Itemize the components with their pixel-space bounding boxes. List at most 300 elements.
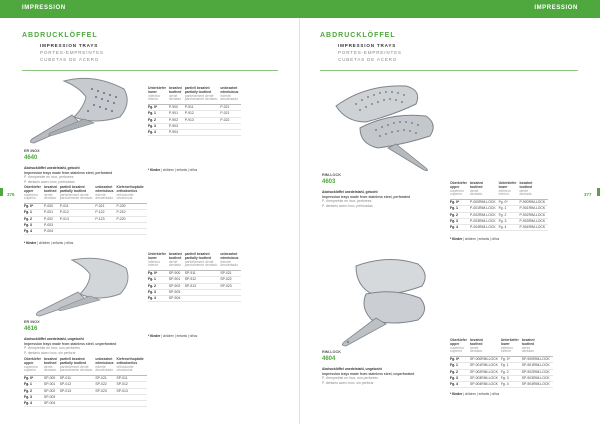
col-header-line: lower <box>498 184 508 189</box>
col-header-line: supérieur <box>450 188 465 193</box>
col-header <box>470 182 499 200</box>
table-cell: Fg. 0* <box>450 200 470 206</box>
rimlock-unperforated-table <box>450 339 553 388</box>
table-cell: P-021 <box>95 204 116 210</box>
table-cell: Fg. 4 <box>450 382 470 388</box>
col-header-line: toothed <box>469 184 483 189</box>
col-header <box>95 358 116 376</box>
table-cell: P-900 <box>169 105 185 111</box>
table-row <box>450 382 553 388</box>
col-header-line: denté <box>469 345 479 350</box>
table-cell: P-003RIM-LOCK <box>470 218 499 224</box>
table-cell: Fg. 2 <box>24 388 44 394</box>
col-header-line: Oberkiefer <box>450 181 467 185</box>
children-note: * Kinder | children | enfants | niños <box>24 241 74 245</box>
col-header-line: toothed <box>168 89 182 94</box>
col-header <box>169 253 185 271</box>
upper-trays-table <box>24 358 147 407</box>
table-cell: P-901 <box>169 111 185 117</box>
table-cell: Fg. 0* <box>148 105 169 111</box>
unperforated-tray-image <box>28 254 138 320</box>
col-header-line: parcialmente dentado <box>59 196 93 201</box>
col-header-line: toothed <box>521 341 535 346</box>
col-header-line: toothed <box>43 360 57 365</box>
title-rule <box>22 70 278 71</box>
col-header-line: partiellement denté <box>59 364 89 369</box>
col-header-line: denté <box>521 345 531 350</box>
col-header-line: Unterkiefer <box>498 181 517 185</box>
table-cell: Fg. 0* <box>148 271 169 277</box>
desc-es: P. dentario acero inox, sin perforar <box>322 380 374 385</box>
section-subtitles <box>40 42 104 63</box>
col-header-line: unbezahnt <box>95 357 113 361</box>
table-cell: SP-911 <box>185 271 221 277</box>
table-cell: P-901RIM-LOCK <box>520 206 549 212</box>
col-header <box>24 186 44 204</box>
col-header-line: partially toothed <box>59 360 87 365</box>
table-cell: P-912 <box>185 111 221 117</box>
col-header <box>499 182 520 200</box>
subtitle-en: IMPRESSION TRAYS <box>338 43 397 48</box>
table-cell: SP-900RIM-LOCK <box>522 357 553 363</box>
table-cell: P-911 <box>185 105 221 111</box>
table-cell: Fg. 2 <box>148 117 169 123</box>
table-cell: P-021 <box>220 105 241 111</box>
col-header-line: édenté <box>220 93 231 98</box>
col-header-line: parcialmente dentado <box>59 368 93 373</box>
col-header-line: unbezahnt <box>95 185 113 189</box>
table-cell: Fg. 2 <box>450 212 470 218</box>
rimlock-perforated-table <box>450 182 548 231</box>
col-header-line: bezahnt <box>469 181 483 185</box>
table-cell: P-913 <box>185 117 221 123</box>
col-header-line: denté <box>168 259 178 264</box>
col-header-line: Unterkiefer <box>148 86 166 90</box>
col-header <box>450 339 470 357</box>
table-cell: Fg. 0* <box>501 357 522 363</box>
col-header-line: Unterkiefer <box>500 338 519 342</box>
table-cell: SP-000 <box>44 376 60 382</box>
table-cell: SP-001 <box>44 382 60 388</box>
col-header-line: toothed <box>519 184 532 189</box>
table-cell: P-000RIM-LOCK <box>470 200 499 206</box>
product-description <box>322 190 410 208</box>
table-cell: SP-021 <box>95 376 116 382</box>
table-cell: Fg. 2 <box>501 369 522 375</box>
col-header-line: dentado <box>168 263 182 268</box>
col-header-line: denté <box>43 364 53 369</box>
children-note: * Kinder | children | enfants | niños <box>148 334 198 338</box>
table-cell: P-004RIM-LOCK <box>470 225 499 231</box>
col-header-line: inférieur <box>498 188 511 193</box>
section-subtitles <box>338 42 402 63</box>
col-header <box>95 186 116 204</box>
col-header-line: dentado <box>168 97 182 102</box>
table-cell: SP-002RIM-LOCK <box>470 369 501 375</box>
table-cell: P-902 <box>169 117 185 123</box>
table-row <box>450 225 548 231</box>
table-row <box>148 296 241 302</box>
col-header-line: toothed <box>469 341 483 346</box>
col-header-line: upper <box>450 341 460 346</box>
page-tab <box>0 188 3 196</box>
table-cell: SP-004RIM-LOCK <box>470 382 501 388</box>
col-header-line: bezahnt <box>43 185 57 189</box>
product-code: 4603 <box>322 179 336 185</box>
col-header-line: denté <box>43 192 53 197</box>
table-cell: SP-012 <box>60 382 96 388</box>
table-cell: Fg. 3 <box>24 394 44 400</box>
col-header-line: inferior <box>148 97 159 102</box>
col-header-line: inferior <box>500 349 512 354</box>
table-cell: SP-011 <box>117 376 147 382</box>
col-header-line: lower <box>148 89 157 94</box>
col-header-line: bezahnt <box>43 357 57 361</box>
col-header-line: inférieur <box>148 259 161 264</box>
upper-trays-table <box>24 186 147 235</box>
children-note: * Kinder | children | enfants | niños <box>450 392 500 396</box>
table-cell: P-022 <box>220 117 241 123</box>
col-header-line: orthodontie <box>116 364 134 369</box>
col-header-line: superior <box>24 368 37 373</box>
table-cell: SP-002 <box>44 388 60 394</box>
table-cell: Fg. 1 <box>148 277 169 283</box>
table-cell: Fg. 1 <box>24 382 44 388</box>
table-cell: SP-903RIM-LOCK <box>522 375 553 381</box>
desc-en: Impression trays made from stainless steel, unperforated <box>24 341 117 346</box>
section-title: ABDRUCKLÖFFEL <box>320 32 396 39</box>
col-header <box>60 186 96 204</box>
table-cell: P-220 <box>117 216 147 222</box>
table-cell: SP-001RIM-LOCK <box>470 363 501 369</box>
table-cell: SP-903 <box>169 289 185 295</box>
desc-en: Impression trays made from stainless steel, perforated <box>322 194 411 199</box>
table-cell: Fg. 0* <box>24 204 44 210</box>
table-cell: P-002RIM-LOCK <box>470 212 499 218</box>
table-cell <box>220 296 241 302</box>
product-ref: ER INOX <box>24 149 40 153</box>
table-cell: P-003 <box>44 222 60 228</box>
col-header <box>117 186 147 204</box>
col-header-line: lower <box>500 341 510 346</box>
table-cell: Fg. 1 <box>501 363 522 369</box>
desc-en: Impression trays made from stainless steel, unperforated <box>322 371 415 376</box>
col-header-line: toothed <box>168 255 182 260</box>
product-ref: RIM-LOCK <box>322 173 341 177</box>
col-header-line: dentado <box>43 196 57 201</box>
table-cell: Fg. 2 <box>148 283 169 289</box>
table-cell: P-210 <box>117 210 147 216</box>
col-header-line: bezahnt <box>168 86 182 90</box>
col-header-line: denté <box>469 188 479 193</box>
table-cell <box>185 130 221 136</box>
subtitle-es: CUBETAS DE ACERO <box>40 57 100 62</box>
col-header-line: toothed <box>43 188 57 193</box>
table-cell: P-903 <box>169 123 185 129</box>
table-cell: Fg. 2 <box>24 216 44 222</box>
table-cell: SP-013 <box>60 388 96 394</box>
col-header-line: desdentado <box>95 196 114 201</box>
table-cell: P-021 <box>220 111 241 117</box>
col-header-line: dentado <box>469 192 483 197</box>
table-cell <box>117 229 147 235</box>
table-cell: SP-011 <box>60 376 96 382</box>
table-cell: P-903RIM-LOCK <box>520 218 549 224</box>
table-cell: SP-912 <box>185 277 221 283</box>
col-header-line: parcialmente dentado <box>184 263 218 268</box>
col-header <box>220 87 241 105</box>
col-header <box>117 358 147 376</box>
table-cell: Fg. 3 <box>148 123 169 129</box>
col-header-line: edentulous <box>95 188 114 193</box>
table-cell: P-123 <box>95 216 116 222</box>
subtitle-en: IMPRESSION TRAYS <box>40 43 99 48</box>
lower-trays-table <box>148 253 241 302</box>
col-header <box>60 358 96 376</box>
col-header-line: Oberkiefer <box>24 357 41 361</box>
table-cell: SP-023 <box>95 388 116 394</box>
table-cell: Fg. 0* <box>450 357 470 363</box>
col-header-line: inferior <box>498 192 509 197</box>
col-header-line: dentado <box>519 192 532 197</box>
table-row <box>148 130 241 136</box>
table-cell: SP-012 <box>117 382 147 388</box>
table-cell: Fg. 3 <box>501 375 522 381</box>
table-cell <box>185 296 221 302</box>
col-header-line: édenté <box>95 364 106 369</box>
col-header-line: partially toothed <box>184 89 212 94</box>
table-cell: P-012 <box>60 210 96 216</box>
subtitle-fr: PORTES-EMPREINTES <box>338 50 402 55</box>
col-header-line: partiellement denté <box>59 192 89 197</box>
table-cell: Fg. 1 <box>24 210 44 216</box>
col-header-line: ortodoncia <box>116 196 133 201</box>
col-header-line: edentulous <box>95 360 114 365</box>
table-cell: Fg. 4 <box>450 225 470 231</box>
col-header <box>185 253 221 271</box>
product-description <box>24 166 112 184</box>
table-cell: SP-013 <box>117 388 147 394</box>
table-row <box>24 401 147 407</box>
table-cell: P-902RIM-LOCK <box>520 212 549 218</box>
table-cell: Fg. 4 <box>148 130 169 136</box>
product-ref: RIM-LOCK <box>322 350 341 354</box>
table-cell: Fg. 3 <box>24 222 44 228</box>
children-note: * Kinder | children | enfants | niños <box>450 237 500 241</box>
title-rule <box>320 70 578 71</box>
table-cell: SP-022 <box>95 382 116 388</box>
rimlock-perforated-tray-image <box>326 78 446 172</box>
table-cell: SP-902 <box>169 283 185 289</box>
col-header-line: superior <box>450 349 463 354</box>
col-header-line: unbezahnt <box>220 252 238 256</box>
desc-de: Abdrucklöffel unedelstahl, ungelocht <box>322 367 382 371</box>
table-cell: P-013 <box>60 216 96 222</box>
col-header <box>148 87 169 105</box>
table-cell: Fg. 4 <box>501 382 522 388</box>
col-header <box>24 358 44 376</box>
table-cell: SP-022 <box>220 277 241 283</box>
table-cell: SP-913 <box>185 283 221 289</box>
table-cell: SP-901RIM-LOCK <box>522 363 553 369</box>
product-code: 4616 <box>24 326 38 332</box>
col-header-line: superior <box>450 192 463 197</box>
product-description <box>322 367 414 385</box>
table-cell <box>60 229 96 235</box>
perforated-tray-image <box>24 73 142 147</box>
table-cell: SP-004 <box>44 401 60 407</box>
col-header-line: partiellement denté <box>184 93 214 98</box>
subtitle-es: CUBETAS DE ACERO <box>338 57 398 62</box>
col-header-line: superior <box>24 196 37 201</box>
col-header-line: supérieur <box>450 345 465 350</box>
rimlock-unperforated-tray-image <box>326 254 446 350</box>
desc-es: P. dentario acero inox, perforadas <box>322 203 373 208</box>
table-cell: P-011 <box>60 204 96 210</box>
desc-de: Abdrucklöffel unedelstahl, ungelocht <box>24 337 84 341</box>
col-header-line: edentulous <box>220 89 239 94</box>
table-cell: P-904RIM-LOCK <box>520 225 549 231</box>
col-header-line: unbezahnt <box>220 86 238 90</box>
col-header-line: edentulous <box>220 255 239 260</box>
table-cell: Fg. 4 <box>24 229 44 235</box>
col-header-line: dentado <box>43 368 57 373</box>
table-cell <box>95 229 116 235</box>
desc-de: Abdrucklöffel unedelstahl, gelocht <box>322 190 378 194</box>
col-header <box>450 182 470 200</box>
table-cell: P-200 <box>117 204 147 210</box>
table-cell: P-002 <box>44 216 60 222</box>
col-header-line: Kieferorthopädie <box>116 185 144 189</box>
col-header-line: lower <box>148 255 157 260</box>
desc-fr: P. d'empreinte en inox, perforées <box>24 175 74 180</box>
col-header <box>470 339 501 357</box>
table-cell: SP-023 <box>220 283 241 289</box>
col-header-line: supérieur <box>24 192 39 197</box>
table-cell: P-001 <box>44 210 60 216</box>
table-cell: Fg. 1 <box>148 111 169 117</box>
desc-en: Impression trays made from stainless steel, perforated <box>24 170 113 175</box>
col-header-line: denté <box>519 188 529 193</box>
col-header-line: bezahnt <box>519 181 533 185</box>
col-header-line: upper <box>450 184 460 189</box>
table-row <box>24 229 147 235</box>
col-header-line: desdentado <box>220 97 239 102</box>
table-cell: Fg. 2 <box>499 212 520 218</box>
table-cell: Fg. 4 <box>148 296 169 302</box>
col-header-line: upper <box>24 188 34 193</box>
col-header-line: dentado <box>521 349 535 354</box>
col-header-line: bezahnt <box>168 252 182 256</box>
col-header-line: supérieur <box>24 364 39 369</box>
col-header-line: bezahnt <box>469 338 483 342</box>
table-cell <box>95 401 116 407</box>
col-header-line: orthodontics <box>116 360 138 365</box>
table-cell: P-900RIM-LOCK <box>520 200 549 206</box>
col-header-line: partiell bezahnt <box>184 86 210 90</box>
col-header-line: desdentado <box>220 263 239 268</box>
col-header-line: partiell bezahnt <box>184 252 210 256</box>
desc-fr: P. d'empreinte en inox, perforées <box>322 199 372 204</box>
header-left-label: IMPRESSION <box>22 5 66 11</box>
col-header-line: ortodoncia <box>116 368 133 373</box>
col-header-line: partially toothed <box>184 255 212 260</box>
table-cell: Fg. 3 <box>450 375 470 381</box>
desc-fr: P. d'empreinte en inox, non perforées <box>322 376 379 381</box>
right-page <box>300 18 600 424</box>
col-header-line: édenté <box>95 192 106 197</box>
col-header-line: Oberkiefer <box>24 185 41 189</box>
desc-es: P. dentario acero inox, sin perforar <box>24 350 76 355</box>
col-header-line: upper <box>24 360 34 365</box>
table-cell: Fg. 0* <box>24 376 44 382</box>
table-cell: Fg. 0* <box>499 200 520 206</box>
table-cell: Fg. 3 <box>499 218 520 224</box>
col-header <box>520 182 549 200</box>
table-cell: SP-902RIM-LOCK <box>522 369 553 375</box>
table-cell: Fg. 1 <box>450 363 470 369</box>
table-cell: Fg. 4 <box>499 225 520 231</box>
col-header <box>220 253 241 271</box>
table-cell: SP-021 <box>220 271 241 277</box>
header-right-label: IMPRESSION <box>534 5 578 11</box>
product-code: 4604 <box>322 356 336 362</box>
col-header-line: édenté <box>220 259 231 264</box>
table-cell: Fg. 2 <box>450 369 470 375</box>
product-description <box>24 337 116 355</box>
table-cell: P-004 <box>44 229 60 235</box>
desc-es: P. dentario acero inox, perforadas <box>24 179 75 184</box>
table-cell: SP-003 <box>44 394 60 400</box>
table-cell: SP-000RIM-LOCK <box>470 357 501 363</box>
table-cell <box>220 130 241 136</box>
lower-trays-table <box>148 87 241 136</box>
table-cell: SP-901 <box>169 277 185 283</box>
table-cell: P-122 <box>95 210 116 216</box>
table-cell <box>117 401 147 407</box>
col-header-line: inférieur <box>500 345 514 350</box>
table-cell: Fg. 1 <box>499 206 520 212</box>
col-header <box>44 358 60 376</box>
table-cell: SP-904RIM-LOCK <box>522 382 553 388</box>
col-header <box>148 253 169 271</box>
col-header-line: partially toothed <box>59 188 87 193</box>
table-cell: SP-900 <box>169 271 185 277</box>
col-header-line: inférieur <box>148 93 161 98</box>
page-number: 377 <box>584 192 592 197</box>
col-header-line: inferior <box>148 263 159 268</box>
table-cell: SP-904 <box>169 296 185 302</box>
col-header-line: bezahnt <box>521 338 535 342</box>
header-bar <box>0 0 600 18</box>
col-header <box>501 339 522 357</box>
col-header-line: Kieferorthopädie <box>116 357 144 361</box>
col-header <box>185 87 221 105</box>
col-header-line: partiellement denté <box>184 259 214 264</box>
col-header-line: orthodontics <box>116 188 138 193</box>
col-header-line: orthodontie <box>116 192 134 197</box>
col-header-line: Unterkiefer <box>148 252 166 256</box>
col-header-line: partiell bezahnt <box>59 357 85 361</box>
section-title: ABDRUCKLÖFFEL <box>22 32 98 39</box>
table-cell: Fg. 4 <box>24 401 44 407</box>
col-header-line: parcialmente dentado <box>184 97 218 102</box>
col-header <box>522 339 553 357</box>
subtitle-fr: PORTES-EMPREINTES <box>40 50 104 55</box>
table-cell: P-001RIM-LOCK <box>470 206 499 212</box>
table-cell: SP-003RIM-LOCK <box>470 375 501 381</box>
page-number: 376 <box>7 192 15 197</box>
